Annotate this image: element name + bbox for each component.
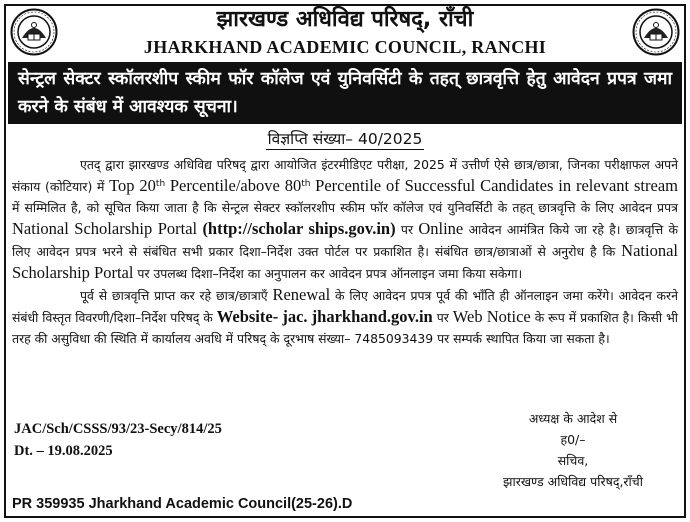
body-text-span: में सम्मिलित है, को सूचित किया जाता है कि सेन्ट्रल सेक्टर स्कॉलरशीप स्कीम फॉर कॉलेज एवं युनिवर्सिटी के तहत् छात्रवृत्ति के लिए आवेदन प्रपत्र [12, 200, 678, 215]
signature-line: अध्यक्ष के आदेश से [528, 411, 618, 426]
website-url: Website- jac. jharkhand.gov.in [216, 307, 433, 326]
signature-line: झारखण्ड अधिविद्य परिषद्,राँची [503, 474, 643, 489]
memo-number: JAC/Sch/CSSS/93/23-Secy/814/25 [14, 421, 222, 437]
notice-body [12, 154, 678, 349]
jac-emblem-icon [632, 8, 680, 56]
notice-number-label: विज्ञप्ति संख्या– [267, 130, 354, 148]
body-text-span: National Scholarship Portal [12, 241, 678, 282]
scholarship-url: (http://scholar ships.gov.in) [202, 219, 396, 238]
memo-reference [14, 418, 222, 462]
jac-emblem-icon [10, 8, 58, 56]
body-text-span: Top 20 [109, 176, 156, 195]
paragraph-1 [12, 154, 678, 284]
paragraph-2 [12, 284, 678, 349]
body-text-span: एतद् द्वारा झारखण्ड अधिविद्य परिषद् द्वारा आयोजित इंटरमीडिएट परीक्षा, 2025 में उत्तीर्ण ऐसे छात्र/छात्रा, जिनका परीक्षाफल अपने संकाय (कोटियार) में [12, 157, 678, 194]
body-text-span: Online [418, 219, 464, 238]
signature-block [478, 408, 668, 492]
body-text-span: पूर्व से छात्रवृत्ति प्राप्त कर रहे छात्र/छात्राएँ [80, 288, 268, 303]
body-text-span: पर उपलब्ध दिशा–निर्देश का अनुपालन कर आवेदन प्रपत्र ऑनलाइन जमा किया सकेगा। [137, 266, 523, 281]
body-text-span: के रूप में प्रकाशित है। किसी भी तरह की असुविधा की स्थिति में कार्यालय अवधि में परिषद् के दूरभाष संख्या– 7485093439 पर सम्पर्क स्थापित किया जा सकता है। [12, 310, 678, 346]
signature-line: ह0/– [560, 432, 586, 447]
body-text-span: आवेदन आमंत्रित किये जा रहे है। छात्रवृत्ति के लिए आवेदन प्रपत्र भरने से संबंधित सभी प्रकार दिशा–निर्देश उक्त पोर्टल पर प्रकाशित है। संबंधित छात्र/छात्राओं से अनुरोध है कि [12, 222, 679, 259]
council-title-english: JHARKHAND ACADEMIC COUNCIL, RANCHI [143, 37, 547, 57]
body-text-span: के लिए आवेदन प्रपत्र पूर्व की भाँति ही ऑनलाइन जमा करेंगे। आवेदन करने संबंधी विस्तृत विवरणी/दिशा–निर्देश परिषद् के [12, 288, 678, 325]
council-title-hindi: झारखण्ड अधिविद्य परिषद्, राँची [216, 7, 474, 32]
body-text-span: पर [436, 310, 449, 325]
memo-date: Dt. – 19.08.2025 [14, 443, 113, 459]
body-text-span: Percentile of Successful Candidates in relevant stream [315, 176, 678, 195]
header [6, 6, 684, 60]
body-text-span: Percentile/above 80 [169, 176, 302, 195]
superscript: th [155, 178, 166, 189]
body-text-span: Web Notice [452, 307, 531, 326]
signature-line: सचिव, [557, 453, 589, 468]
notice-number [0, 128, 690, 150]
press-release-number: PR 359935 Jharkhand Academic Council(25-26).D [12, 496, 353, 512]
superscript: th [301, 178, 311, 189]
notice-subject-banner: सेन्ट्रल सेक्टर स्कॉलरशीप स्कीम फॉर कॉलेज एवं युनिवर्सिटी के तहत् छात्रवृत्ति हेतु आवेदन प्रपत्र जमा करने के संबंध में आवश्यक सूचना। [8, 62, 682, 124]
notice-number-value: 40/2025 [357, 130, 423, 148]
body-text-span: पर [400, 222, 414, 237]
body-text-span: National Scholarship Portal [12, 219, 198, 238]
body-text-span: Renewal [272, 285, 331, 304]
